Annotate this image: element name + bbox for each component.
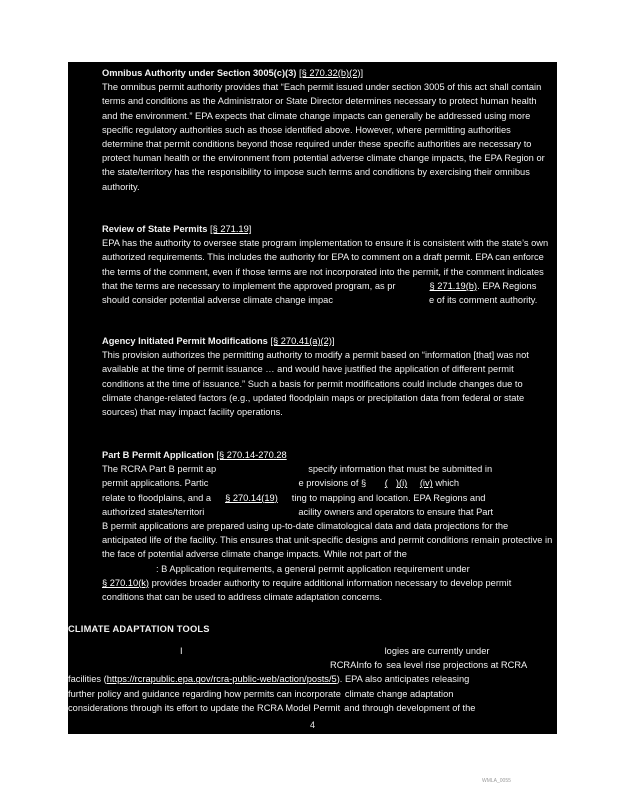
omnibus-section: [102, 66, 554, 194]
document-body: [68, 62, 557, 734]
tools-text: facilities (: [68, 674, 107, 685]
tools-text: climate change adaptation: [344, 688, 454, 699]
partb-cite-iv-link[interactable]: (iv): [419, 478, 433, 489]
tools-text: sea level rise projections at RCRA: [386, 660, 528, 671]
partb-text: authorized states/territori: [102, 506, 205, 517]
tools-paragraph: [68, 644, 548, 715]
review-text-3: e of its comment authority.: [429, 295, 538, 306]
partb-line-4: [102, 505, 554, 519]
bates-footer-mark: WMLA_0055: [482, 778, 511, 784]
partb-line-1: [102, 462, 554, 476]
partb-line-9: [102, 562, 554, 576]
partb-text: permit applications. Partic: [102, 478, 209, 489]
partb-text: ting to mapping and location. EPA Regions and: [291, 492, 486, 503]
partb-heading: Part B Permit Application: [102, 450, 214, 460]
partb-tail: [102, 576, 554, 604]
tools-text: RCRAInfo fo: [330, 660, 383, 671]
partb-section: [102, 448, 554, 604]
partb-cite-part: )(: [395, 478, 403, 489]
omnibus-ref-link[interactable]: [§ 270.32(b)(2)]: [299, 68, 364, 78]
partb-text: specify information that must be submitted in: [308, 464, 493, 475]
tools-heading: CLIMATE ADAPTATION TOOLS: [68, 624, 210, 634]
omnibus-heading: Omnibus Authority under Section 3005(c)(3): [102, 68, 297, 78]
partb-text: provides broader authority to require additional information necessary to develop permit conditions that can be used to address climate adaptation concerns.: [102, 577, 512, 603]
partb-ref-link[interactable]: [§ 270.14-270.28: [216, 450, 287, 460]
partb-text: e provisions of §: [298, 478, 367, 489]
partb-line-2: [102, 476, 554, 490]
tools-text: further policy and guidance regarding how permits can incorporate: [68, 688, 341, 699]
partb-line-3: [102, 491, 554, 505]
partb-text: The RCRA Part B permit ap: [102, 464, 217, 475]
omnibus-paragraph: The omnibus permit authority provides that “Each permit issued under section 3005 of this act shall contain terms and conditions as the Administrator or State Director determines necessary to protect human health and the environment.” EPA expects that climate change impacts can generally be addressed using more specific regulatory authorities such as those identified above. However, where permitting authorities determine that permit conditions beyond those required under these specific authorities are necessary to protect human health or the environment from potential adverse climate change impacts, the EPA Region or the state/territory has the responsibility to impose such terms and conditions by exercising their omnibus authority.: [102, 82, 545, 192]
page-number: 4: [310, 720, 316, 730]
review-heading: Review of State Permits: [102, 224, 208, 234]
agency-heading: Agency Initiated Permit Modifications: [102, 336, 268, 346]
review-ref-link[interactable]: [§ 271.19]: [210, 224, 252, 234]
review-text-1: EPA has the authority to oversee state program implementation to ensure it is consistent with the state’s own authorized requirements. This includes the authority for EPA to comment on a draft permit. EPA can enforce the terms of the comment, even if those terms are not incorporated into the permit, if the comment indicates that the terms are necessary to implement the approved program, as pr: [102, 238, 549, 291]
tools-text: I: [180, 646, 183, 656]
partb-270-14-link[interactable]: § 270.14(19): [225, 492, 278, 503]
review-inline-ref-link[interactable]: § 271.19(b): [429, 280, 478, 291]
review-section: [102, 222, 554, 307]
rcrapublic-link[interactable]: https://rcrapublic.epa.gov/rcra-public-web/action/posts/5: [106, 674, 337, 685]
partb-text: acility owners and operators to ensure that Part: [298, 506, 494, 517]
partb-cite-link[interactable]: [369, 478, 407, 488]
tools-text: and through development of the: [344, 702, 476, 713]
tools-text: logies are currently under: [384, 646, 490, 656]
tools-text: ). EPA also anticipates releasing: [336, 674, 470, 685]
tools-text: considerations through its effort to update the RCRA Model Permit: [68, 702, 341, 713]
partb-text: which: [435, 478, 460, 489]
partb-270-10-link[interactable]: § 270.10(k): [102, 577, 150, 588]
partb-rest: B permit applications are prepared using up-to-date climatological data and data projections for the anticipated life of the facility. This ensures that unit-specific designs and permit conditions remain protective in the face of potential adverse climate change impacts. While not part of the: [102, 521, 553, 560]
review-paragraph: [102, 236, 554, 307]
review-text-2: . EPA Regions should consider potential adverse climate change impac: [102, 280, 537, 306]
partb-cite-part: (: [384, 478, 388, 489]
agency-ref-link[interactable]: [§ 270.41(a)(2)]: [270, 336, 335, 346]
partb-text: : B Application requirements, a general permit application requirement under: [156, 563, 470, 574]
agency-paragraph: This provision authorizes the permitting authority to modify a permit based on “information [that] was not available at the time of permit issuance … and would have justified the application of different permit conditions at the time of issuance.” Such a basis for permit modifications could include changes due to climate change-related factors (e.g., updated floodplain maps or precipitation data from federal or state sources) that may impact facility operations.: [102, 350, 529, 418]
partb-cite-part: i): [402, 478, 408, 489]
partb-text: relate to floodplains, and a: [102, 492, 212, 503]
agency-section: [102, 334, 554, 419]
